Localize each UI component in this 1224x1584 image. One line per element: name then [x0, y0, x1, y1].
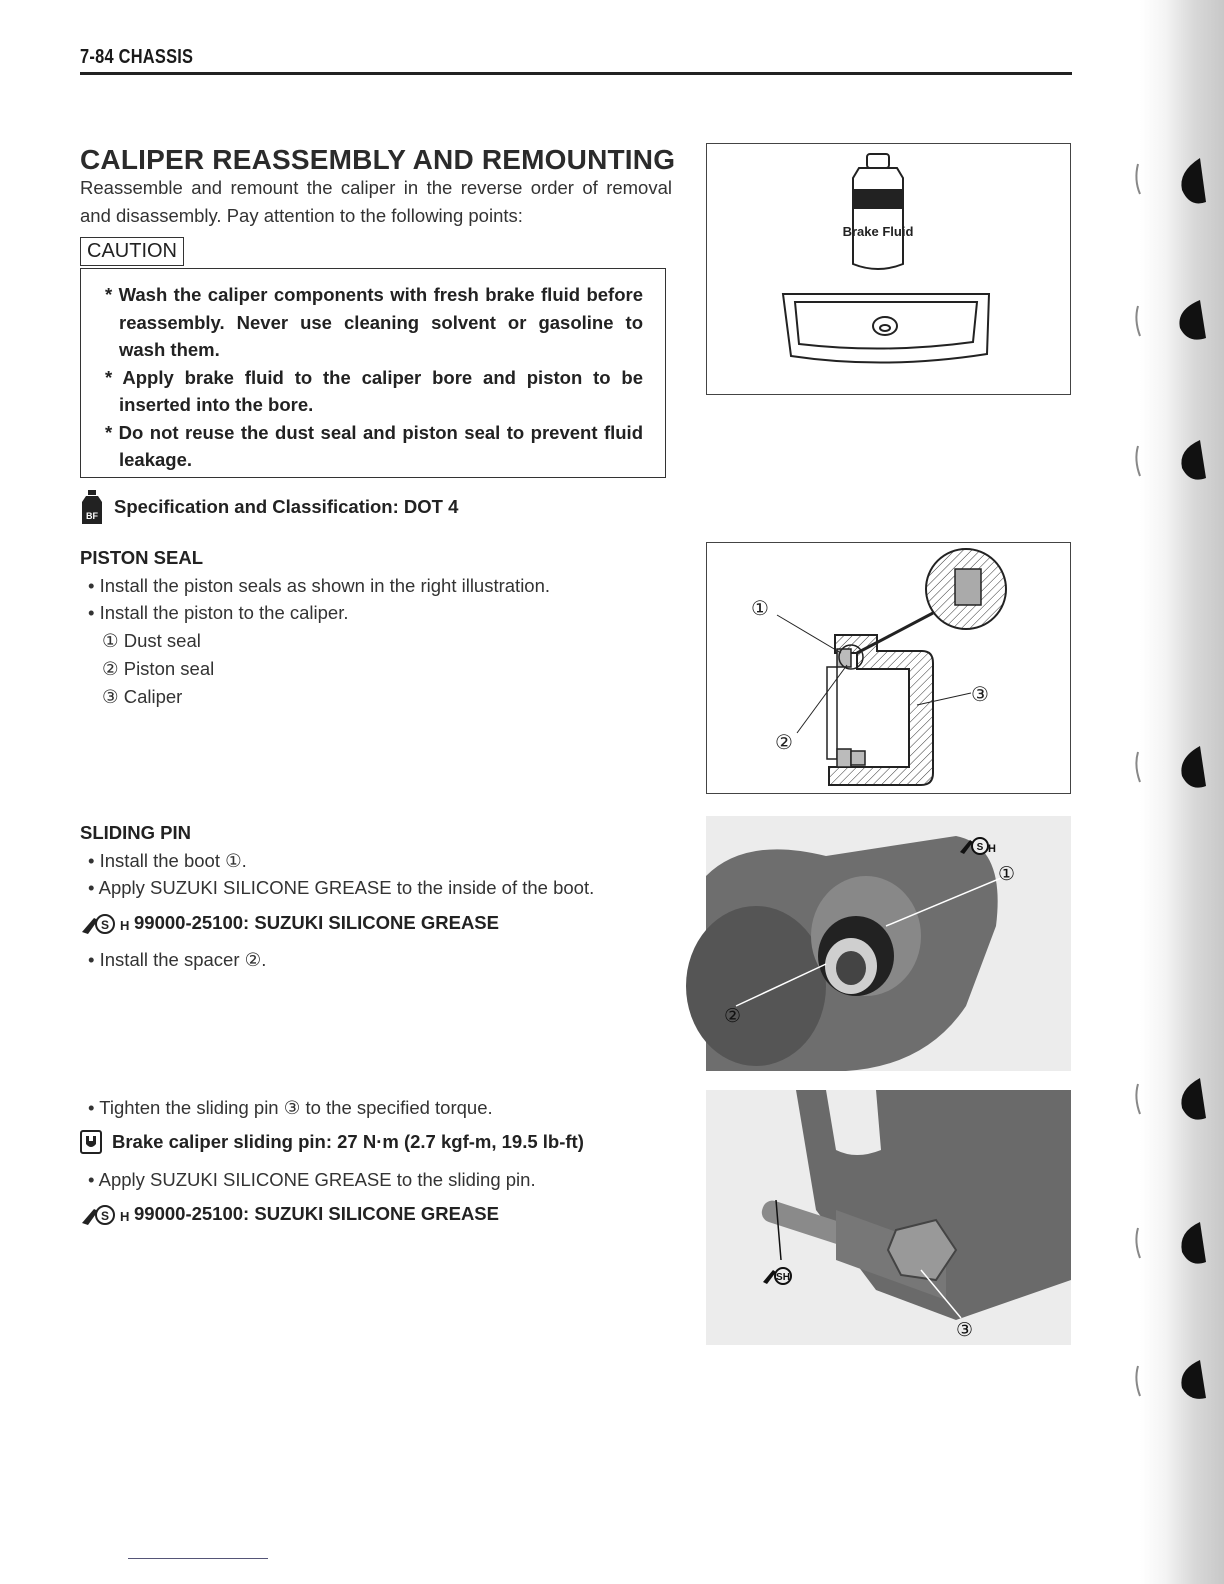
index-tab	[1181, 158, 1206, 204]
index-tab	[1181, 1360, 1206, 1399]
legend-item: ② Piston seal	[102, 658, 215, 679]
piston-seal-heading: PISTON SEAL	[80, 547, 204, 568]
photo-caliper-boot	[706, 816, 1071, 1071]
callout-1: ①	[751, 596, 769, 620]
callout-1: ①	[998, 863, 1016, 885]
bottle-label: Brake Fluid	[842, 224, 914, 239]
torque-spec: Brake caliper sliding pin: 27 N·m (2.7 kgf-m, 19.5 lb-ft)	[80, 1130, 584, 1154]
bullet-item: • Install the piston seals as shown in the right illustration.	[88, 575, 550, 597]
bullet-item: • Tighten the sliding pin ③ to the specified torque.	[88, 1097, 493, 1119]
silicone-grease-icon	[80, 1201, 128, 1227]
svg-text:S: S	[100, 918, 110, 932]
svg-text:BF: BF	[86, 511, 98, 521]
brake-fluid-bottle-icon	[80, 490, 104, 524]
bullet-item: • Install the boot ①.	[88, 850, 247, 872]
header-rule	[80, 72, 1072, 75]
callout-3: ③	[956, 1319, 974, 1341]
bullet-item: • Apply SUZUKI SILICONE GREASE to the sliding pin.	[88, 1169, 536, 1191]
index-tab	[1179, 300, 1206, 340]
bullet-item: • Apply SUZUKI SILICONE GREASE to the inside of the boot.	[88, 877, 594, 899]
figure-brake-fluid	[706, 143, 1071, 395]
callout-2: ②	[724, 1005, 742, 1027]
callout-3: ③	[971, 682, 989, 706]
index-tab	[1181, 440, 1206, 480]
figure-piston-seal-diagram	[706, 542, 1071, 794]
sliding-pin-photo	[706, 1090, 1071, 1345]
sliding-pin-heading: SLIDING PIN	[80, 822, 192, 843]
svg-text:H: H	[120, 1209, 130, 1224]
bullet-item: • Install the piston to the caliper.	[88, 602, 349, 624]
photo-sliding-pin	[706, 1090, 1071, 1345]
page-header: 7-84 CHASSIS	[80, 46, 194, 68]
caution-item: * Apply brake fluid to the caliper bore and piston to be inserted into the bore.	[105, 364, 643, 419]
index-tab	[1181, 1222, 1206, 1264]
torque-wrench-icon	[80, 1130, 102, 1154]
svg-text:S: S	[976, 842, 984, 853]
brake-fluid-illustration	[707, 144, 1070, 394]
svg-text:S: S	[100, 1209, 110, 1223]
caution-box	[80, 268, 666, 478]
index-tab	[1181, 746, 1206, 788]
svg-text:H: H	[988, 843, 996, 855]
index-tabs	[1130, 150, 1220, 1400]
bullet-item: • Install the spacer ②.	[88, 949, 266, 971]
svg-text:SH: SH	[776, 1272, 790, 1283]
legend-item: ③ Caliper	[102, 686, 183, 707]
silicone-grease-icon	[80, 910, 128, 936]
spec-text: Specification and Classification: DOT 4	[114, 496, 459, 517]
legend-item: ① Dust seal	[102, 630, 201, 651]
intro-paragraph: Reassemble and remount the caliper in the reverse order of removal and disassembly. Pay attention to the following points:	[80, 177, 672, 226]
caliper-boot-photo	[706, 816, 1071, 1071]
caution-item: * Wash the caliper components with fresh brake fluid before reassembly. Never use cleaning solvent or gasoline to wash them.	[105, 281, 643, 364]
caution-item: * Do not reuse the dust seal and piston seal to prevent fluid leakage.	[105, 419, 643, 474]
index-tab	[1181, 1078, 1206, 1120]
grease-spec: S H 99000-25100: SUZUKI SILICONE GREASE	[80, 910, 499, 936]
svg-text:H: H	[120, 918, 130, 933]
callout-2: ②	[775, 730, 793, 754]
grease-spec: S H 99000-25100: SUZUKI SILICONE GREASE	[80, 1201, 499, 1227]
piston-seal-diagram	[707, 543, 1070, 793]
brake-fluid-spec	[80, 490, 458, 524]
section-title: CALIPER REASSEMBLY AND REMOUNTING	[80, 144, 676, 175]
footer-line	[128, 1558, 268, 1559]
caution-label: CAUTION	[80, 237, 184, 266]
